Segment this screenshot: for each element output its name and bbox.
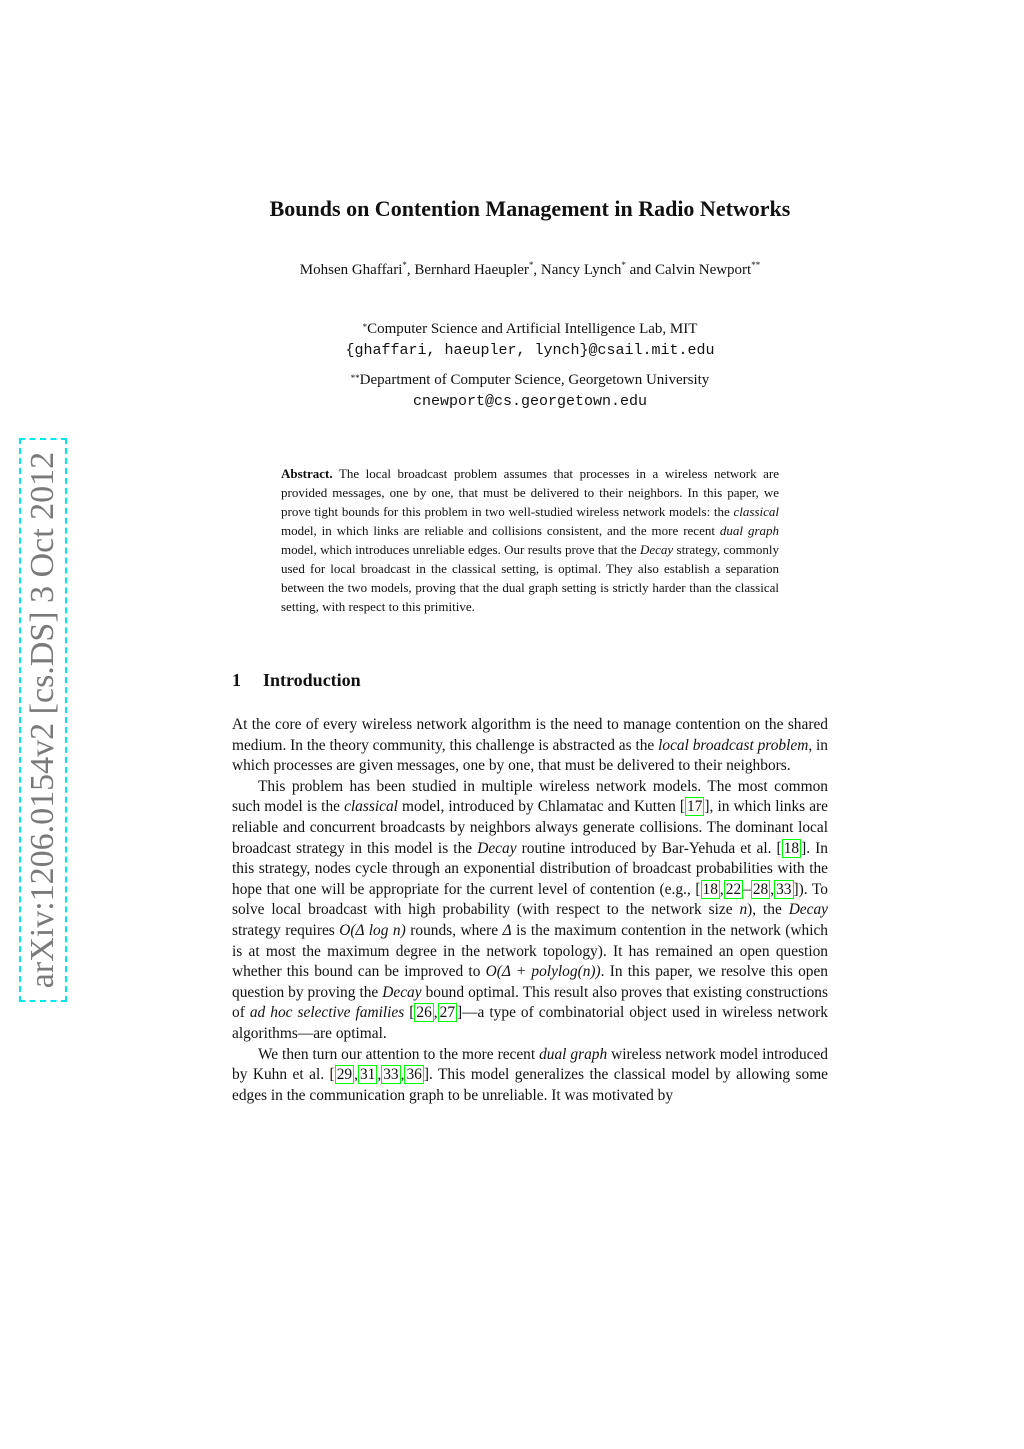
separator: , <box>354 1066 358 1084</box>
paper-title: Bounds on Contention Management in Radio Networks <box>269 196 791 221</box>
citation-link[interactable]: 18 <box>783 839 800 857</box>
abstract-text: The local broadcast problem assumes that processes in a wireless network are provided messages, one by one, that must be delivered to their neighbors. In this paper, we prove tight bounds for this problem in two well-studied wireless network models: the <box>281 466 779 519</box>
affiliation-mark: * <box>621 260 626 270</box>
separator: , <box>406 262 415 278</box>
citation-link[interactable]: 33 <box>383 1066 399 1084</box>
text: ), the <box>747 901 789 919</box>
separator: , <box>433 1004 438 1022</box>
email-address[interactable]: cnewport@cs.georgetown.edu <box>412 393 648 410</box>
emphasis: Decay <box>382 983 422 1001</box>
affiliation-mark: * <box>402 260 407 270</box>
text: ]. In this strategy, nodes cycle through an exponential distribution of broadcast probabilities with the hope that one will be appropriate for the current level of contention (e.g., [ <box>232 839 828 898</box>
text: ]—a type of combinatorial object used in wireless network algorithms—are optimal. <box>232 1004 828 1042</box>
affiliation-mit <box>0 319 1024 361</box>
citation-link[interactable]: 29 <box>336 1066 353 1084</box>
citation-link[interactable]: 36 <box>406 1066 422 1084</box>
text: , in which processes are given messages, one by one, that must be delivered to their neighbors. <box>232 736 829 775</box>
emphasis: Decay <box>639 542 674 557</box>
text: bound optimal. This result also proves that existing constructions of <box>232 983 828 1022</box>
separator: and <box>625 262 655 278</box>
text: ]). To solve local broadcast with high probability (with respect to the network size <box>232 880 828 919</box>
emphasis: local broadcast problem <box>658 736 809 754</box>
paragraph <box>232 1045 828 1107</box>
abstract-text: model, which introduces unreliable edges. Our results prove that the <box>281 542 640 557</box>
abstract-label: Abstract. <box>281 466 333 481</box>
citation-link[interactable]: 17 <box>687 798 703 816</box>
abstract <box>281 464 779 616</box>
affiliation-mark: * <box>362 322 368 332</box>
text: routine introduced by Bar-Yehuda et al. [ <box>516 839 782 857</box>
citation-link[interactable]: 33 <box>776 880 792 898</box>
arxiv-stamp-text: arXiv:1206.0154v2 [cs.DS] 3 Oct 2012 <box>24 451 61 989</box>
math: n <box>739 901 748 919</box>
affiliation-name: Department of Computer Science, Georgetown University <box>359 372 710 388</box>
citation-link[interactable]: 28 <box>752 880 769 898</box>
email-address[interactable]: {ghaffari, haeupler, lynch}@csail.mit.edu <box>345 342 715 359</box>
citation-link[interactable]: 31 <box>359 1066 376 1084</box>
text: ]. This model generalizes the classical model by allowing some edges in the communication graph to be unreliable. It was motivated by <box>232 1066 828 1104</box>
abstract-text: model, in which links are reliable and collisions consistent, and the more recent <box>281 523 720 538</box>
author-list <box>0 262 1024 279</box>
math: O(Δ + polylog(n)) <box>485 963 601 981</box>
abstract-text: strategy, commonly used for local broadcast in the classical setting, is optimal. They also establish a separation between the two models, proving that the dual graph setting is strictly harder than the classical setting, with respect to this primitive. <box>281 542 780 614</box>
section-number: 1 <box>232 670 241 690</box>
body-text <box>232 715 828 1106</box>
citation-link[interactable]: 18 <box>702 880 718 898</box>
text: wireless network model introduced by Kuhn et al. [ <box>232 1045 829 1084</box>
arxiv-stamp[interactable] <box>19 438 67 1002</box>
affiliation-mark: ** <box>751 260 761 270</box>
separator: , <box>400 1066 405 1084</box>
math: Δ <box>502 921 512 939</box>
text: This problem has been studied in multiple wireless network models. The most common such model is the <box>232 777 828 816</box>
author-name: Nancy Lynch <box>540 262 622 278</box>
section-heading <box>232 670 361 691</box>
emphasis: dual graph <box>719 523 779 538</box>
paragraph <box>232 715 828 777</box>
emphasis: classical <box>344 798 398 816</box>
math: O(Δ log n) <box>339 921 406 939</box>
separator: , <box>719 880 724 898</box>
emphasis: Decay <box>788 901 828 919</box>
text: model, introduced by Chlamatac and Kutten [ <box>397 798 686 816</box>
text: rounds, where <box>405 921 503 939</box>
text: At the core of every wireless network algorithm is the need to manage contention on the shared medium. In the theory community, this challenge is abstracted as the <box>232 716 828 754</box>
separator: , <box>770 880 775 898</box>
citation-link[interactable]: 26 <box>416 1004 432 1022</box>
affiliation-name: Computer Science and Artificial Intelligence Lab, MIT <box>367 321 698 337</box>
emphasis: classical <box>733 504 779 519</box>
text: . In this paper, we resolve this open question by proving the <box>232 963 828 1001</box>
separator: , <box>533 262 541 278</box>
citation-link[interactable]: 22 <box>725 880 742 898</box>
affiliation-mark: ** <box>350 373 360 383</box>
text: [ <box>404 1004 415 1022</box>
author-name: Bernhard Haeupler <box>414 262 529 278</box>
text: strategy requires <box>232 921 340 939</box>
author-name: Mohsen Ghaffari <box>299 262 403 278</box>
section-title: Introduction <box>263 670 361 690</box>
separator: , <box>377 1066 382 1084</box>
text: is the maximum contention in the network (which is at most the maximum degree in the network topology). It has remained an open question whether this bound can be improved to <box>232 921 828 981</box>
citation-link[interactable]: 27 <box>439 1004 456 1022</box>
emphasis: dual graph <box>539 1045 608 1063</box>
emphasis: ad hoc selective families <box>249 1004 405 1022</box>
text: ], in which links are reliable and concurrent broadcasts by neighbors always generate collisions. The dominant local broadcast strategy in this model is the <box>232 798 828 857</box>
author-name: Calvin Newport <box>654 262 752 278</box>
affiliation-mark: * <box>528 260 534 270</box>
emphasis: Decay <box>477 839 517 857</box>
text: We then turn our attention to the more recent <box>258 1045 540 1063</box>
paragraph <box>232 777 828 1045</box>
affiliation-georgetown <box>0 370 1024 412</box>
separator: – <box>743 880 751 898</box>
